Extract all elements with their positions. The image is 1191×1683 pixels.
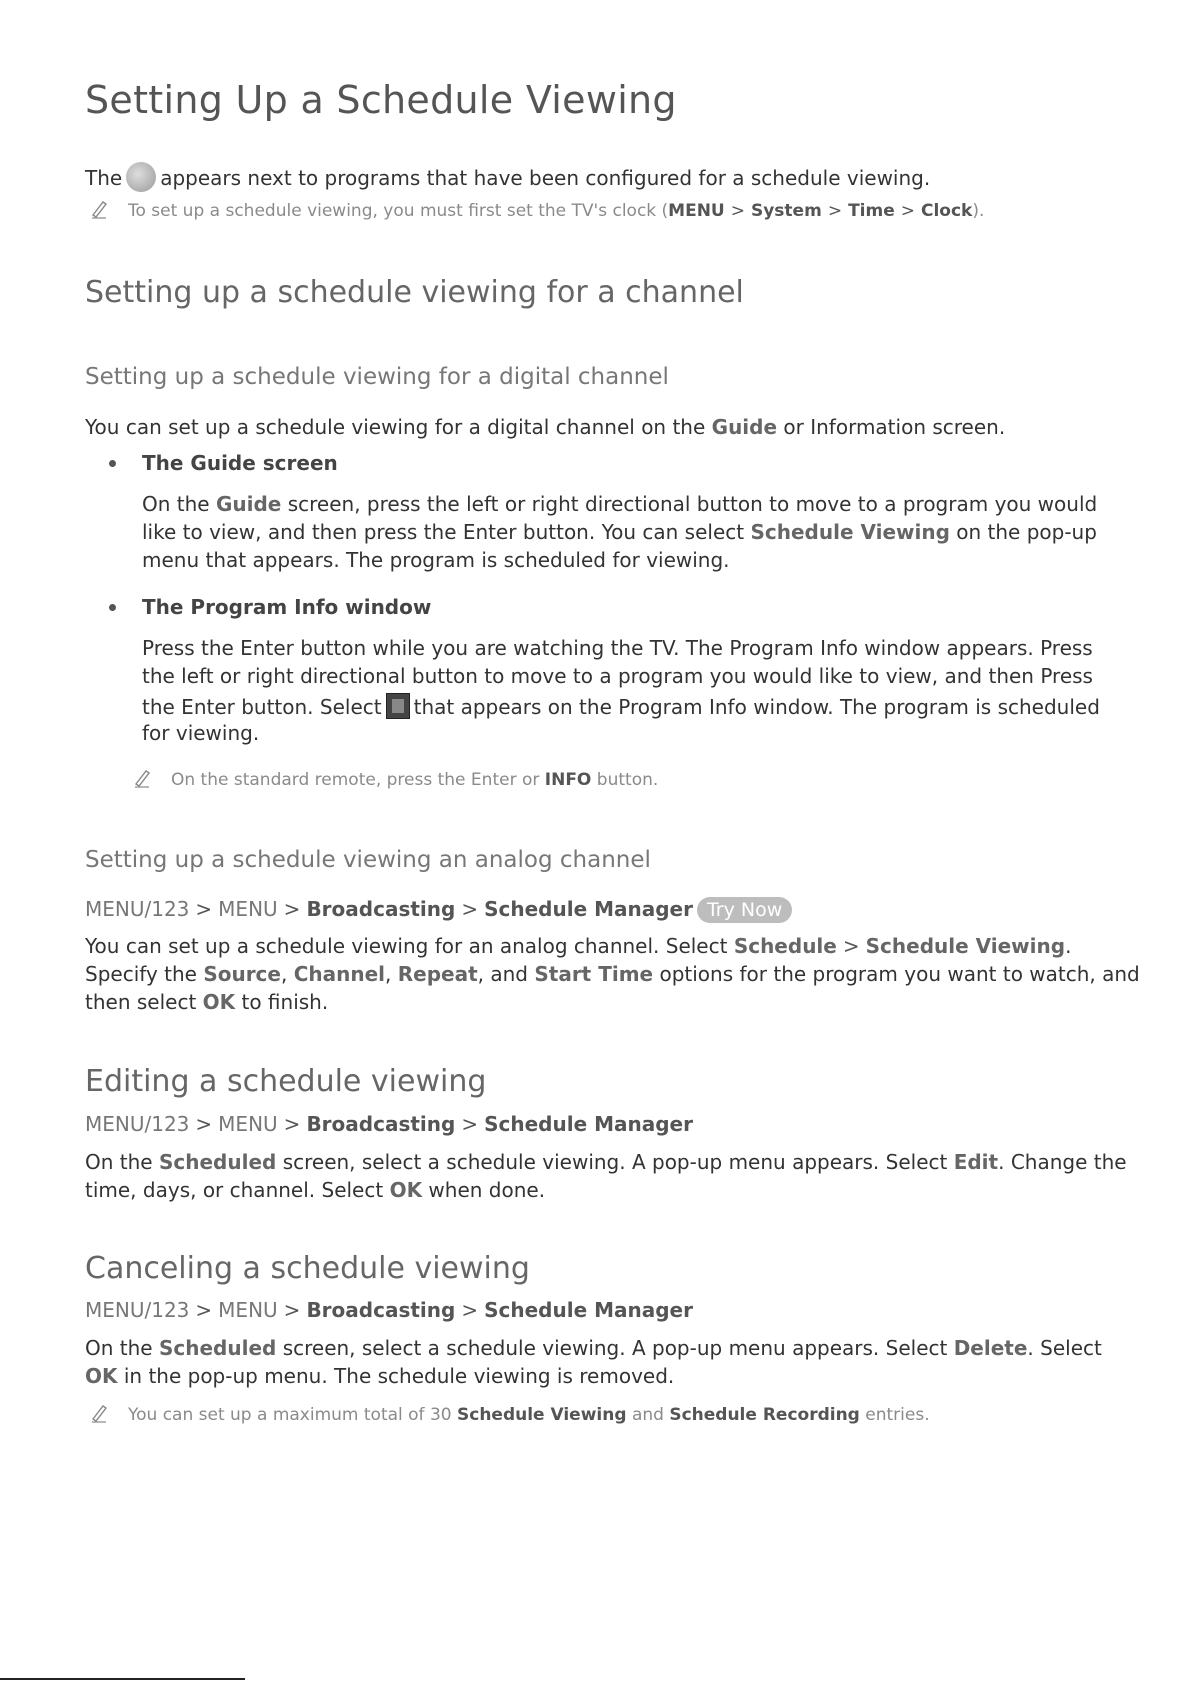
- chevron-right-icon: >: [461, 1298, 479, 1322]
- pencil-note-icon: [90, 199, 108, 219]
- guide-line-3: menu that appears. The program is scheduled for viewing.: [142, 548, 730, 572]
- chevron-right-icon: >: [827, 201, 843, 221]
- program-info-line-4: for viewing.: [142, 721, 260, 745]
- chevron-right-icon: >: [730, 201, 745, 221]
- note-clock: To set up a schedule viewing, you must first set the TV's clock (MENU > System > Time > Clock).: [90, 199, 984, 221]
- note-remote: On the standard remote, press the Enter or INFO button.: [133, 768, 658, 790]
- bullet-dot: [109, 604, 116, 611]
- chevron-right-icon: >: [283, 1298, 301, 1322]
- edit-menu-path: MENU/123 > MENU > Broadcasting > Schedule Manager: [85, 1112, 693, 1136]
- page-title: Setting Up a Schedule Viewing: [85, 78, 677, 122]
- chevron-right-icon: >: [195, 1298, 213, 1322]
- schedule-clock-icon: [126, 162, 156, 192]
- program-info-line-1: Press the Enter button while you are watching the TV. The Program Info window appears. Press: [142, 636, 1093, 660]
- edit-line-1: On the Scheduled screen, select a schedule viewing. A pop-up menu appears. Select Edit. Change the: [85, 1150, 1127, 1174]
- footer-divider: [0, 1678, 245, 1680]
- chevron-right-icon: >: [900, 201, 915, 221]
- analog-menu-path: MENU/123 > MENU > Broadcasting > Schedule Manager Try Now: [85, 897, 792, 923]
- analog-line-3: then select OK to finish.: [85, 990, 329, 1014]
- section-title-edit: Editing a schedule viewing: [85, 1064, 487, 1099]
- intro-paragraph: The appears next to programs that have been configured for a schedule viewing.: [85, 162, 930, 192]
- digital-intro: You can set up a schedule viewing for a digital channel on the Guide or Information screen.: [85, 415, 1006, 439]
- chevron-right-icon: >: [461, 1112, 479, 1136]
- program-info-line-2: the left or right directional button to move to a program you would like to view, and then Press: [142, 664, 1093, 688]
- bullet-title-guide: The Guide screen: [142, 451, 338, 475]
- analog-line-2: Specify the Source, Channel, Repeat, and Start Time options for the program you want to watch, and: [85, 962, 1140, 986]
- bullet-title-program-info: The Program Info window: [142, 595, 432, 619]
- chevron-right-icon: >: [283, 897, 301, 921]
- program-info-line-3: the Enter button. Select that appears on the Program Info window. The program is scheduled: [142, 695, 1100, 719]
- chevron-right-icon: >: [842, 934, 860, 958]
- try-now-button[interactable]: Try Now: [697, 897, 792, 923]
- schedule-info-icon: [386, 693, 410, 719]
- analog-line-1: You can set up a schedule viewing for an analog channel. Select Schedule > Schedule Viewing.: [85, 934, 1072, 958]
- section-title-analog: Setting up a schedule viewing an analog channel: [85, 847, 651, 873]
- cancel-line-2: OK in the pop-up menu. The schedule viewing is removed.: [85, 1364, 675, 1388]
- section-title-cancel: Canceling a schedule viewing: [85, 1251, 530, 1286]
- chevron-right-icon: >: [195, 1112, 213, 1136]
- section-title-channel: Setting up a schedule viewing for a channel: [85, 275, 744, 310]
- cancel-line-1: On the Scheduled screen, select a schedule viewing. A pop-up menu appears. Select Delete. Select: [85, 1336, 1102, 1360]
- edit-line-2: time, days, or channel. Select OK when done.: [85, 1178, 546, 1202]
- chevron-right-icon: >: [283, 1112, 301, 1136]
- chevron-right-icon: >: [461, 897, 479, 921]
- section-title-digital: Setting up a schedule viewing for a digital channel: [85, 364, 669, 390]
- cancel-menu-path: MENU/123 > MENU > Broadcasting > Schedule Manager: [85, 1298, 693, 1322]
- guide-line-2: like to view, and then press the Enter button. You can select Schedule Viewing on the pop-up: [142, 520, 1097, 544]
- bullet-dot: [109, 460, 116, 467]
- chevron-right-icon: >: [195, 897, 213, 921]
- pencil-note-icon: [133, 768, 151, 788]
- pencil-note-icon: [90, 1403, 108, 1423]
- note-maximum: You can set up a maximum total of 30 Schedule Viewing and Schedule Recording entries.: [90, 1403, 930, 1425]
- guide-line-1: On the Guide screen, press the left or right directional button to move to a program you would: [142, 492, 1098, 516]
